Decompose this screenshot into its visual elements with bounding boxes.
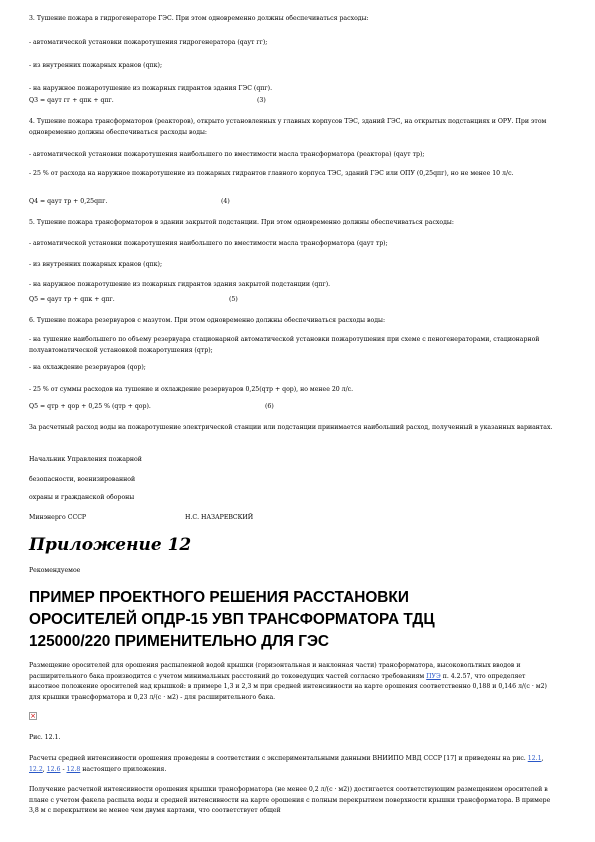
list-item: - на тушение наибольшего по объему резервуара стационарной автоматической установки пожаротушения при схеме с пеногенераторами, стационарной полуавтоматической установкой пожаротушения (qтр); <box>29 336 540 354</box>
signature-line: безопасности, военизированной <box>29 476 136 483</box>
figure-caption: Рис. 12.1. <box>29 734 61 741</box>
equation-3 <box>29 96 555 107</box>
list-item: - на охлаждение резервуаров (qор); <box>29 364 146 371</box>
equation-formula: Q4 = qаут тр + 0,25qпг. <box>29 198 108 205</box>
main-title-line-1: ПРИМЕР ПРОЕКТНОГО РЕШЕНИЯ РАССТАНОВКИ <box>29 589 409 606</box>
link-fig-12-8[interactable]: 12.8 <box>66 765 81 773</box>
signature-line: охраны и гражданской обороны <box>29 494 135 501</box>
main-title-line-2: ОРОСИТЕЛЕЙ ОПДР-15 УВП ТРАНСФОРМАТОРА ТДЦ <box>29 611 435 628</box>
equation-number: (4) <box>221 198 230 205</box>
list-item: - на наружное пожаротушение из пожарных гидрантов здания ГЭС (qпг). <box>29 85 273 92</box>
equation-formula: Q5 = qтр + qор + 0,25 % (qтр + qор). <box>29 403 151 410</box>
equation-number: (3) <box>257 97 266 104</box>
list-item: - из внутренних пожарных кранов (qпк); <box>29 62 163 69</box>
broken-image-icon: × <box>30 712 36 720</box>
link-fig-12-2[interactable]: 12.2 <box>29 765 43 773</box>
link-fig-12-1[interactable]: 12.1 <box>527 755 542 762</box>
body-paragraph-2: Расчеты средней интенсивности орошения проведены в соответствии с экспериментальными данными ВНИИПО МВД СССР [17] и приведены на рис. 12.1, 12.2, 12.6 - 12.8 настоящего приложения. <box>29 755 544 773</box>
signature-line: Начальник Управления пожарной <box>29 456 142 463</box>
equation-6 <box>29 402 555 413</box>
list-item: - 25 % от расхода на наружное пожаротушение из пожарных гидрантов главного корпуса ТЭС, зданий ГЭС или ОПУ (0,25qпг), но не менее 10 л/с. <box>29 170 514 177</box>
signature-org: Минэнерго СССР <box>29 514 87 521</box>
list-item: - из внутренних пожарных кранов (qпк); <box>29 261 163 268</box>
appendix-title: Приложение 12 <box>29 535 192 555</box>
list-item: - автоматической установки пожаротушения гидрогенератора (qаут гг); <box>29 39 268 46</box>
signature-block <box>29 513 555 524</box>
body-paragraph-1: Размещение оросителей для орошения распыленной водой крышки (горизонтальная и наклонная части) трансформатора, высоковольтных вводов и расширительного бака производится с учетом минимальных расстояний до токоведущих частей согласно требованиям ПУЭ п. 4.2.57, что определяет высотное положение оросителей над крышкой: в примере 1,3 и 2,3 м при средней интенсивности на карте орошения соответственно 0,188 и 0,146 л/(с · м2) для крышки трансформатора и 0,23 л/(с · м2) - для расширительного бака. <box>29 662 547 701</box>
paragraph-case-4: 4. Тушение пожара трансформаторов (реакторов), открыто установленных у главных корпусов ТЭС, зданий ГЭС, на открытых подстанциях и ОРУ. При этом одновременно должны обеспечиваться расходы воды: <box>29 118 547 136</box>
link-fig-12-6[interactable]: 12.6 <box>46 765 61 773</box>
paragraph-case-3: 3. Тушение пожара в гидрогенераторе ГЭС. При этом одновременно должны обеспечиваться расходы: <box>29 15 369 22</box>
list-item: - 25 % от суммы расходов на тушение и охлаждение резервуаров 0,25(qтр + qор), но менее 20 л/с. <box>29 386 354 393</box>
equation-4 <box>29 197 555 208</box>
recommended-label: Рекомендуемое <box>29 567 81 574</box>
list-item: - автоматической установки пожаротушения наибольшего по вместимости масла трансформатора (qаут тр); <box>29 240 388 247</box>
paragraph-case-6: 6. Тушение пожара резервуаров с мазутом. При этом одновременно должны обеспечиваться расходы воды: <box>29 317 386 324</box>
body-paragraph-3: Получение расчетной интенсивности орошения крышки трансформатора (не менее 0,2 л/(с · м2)) достигается соответствующим размещением оросителей в плане с учетом факела распыла воды и средней интенсивности на карте орошения с полным перекрытием поверхности крышки трансформатора. В примере 3,8 м с перекрытием не менее чем двумя картами, что соответствует общей <box>29 786 551 814</box>
equation-5a <box>29 295 555 306</box>
paragraph-conclusion: За расчетный расход воды на пожаротушение электрической станции или подстанции принимается наибольший расход, полученный в указанных вариантах. <box>29 424 553 431</box>
equation-formula: Q5 = qаут тр + qпк + qпг. <box>29 296 115 303</box>
link-pue[interactable]: ПУЭ <box>426 672 441 680</box>
equation-number: (6) <box>265 403 274 410</box>
list-item: - автоматической установки пожаротушения наибольшего по вместимости масла трансформатора (реактора) (qаут тр); <box>29 151 425 158</box>
signature-name: Н.С. НАЗАРЕВСКИЙ <box>185 514 254 521</box>
equation-formula: Q3 = qаут гг + qпк + qпг. <box>29 97 114 104</box>
list-item: - на наружное пожаротушение из пожарных гидрантов здания закрытой подстанции (qпг). <box>29 281 331 288</box>
paragraph-case-5: 5. Тушение пожара трансформаторов в здании закрытой подстанции. При этом одновременно должны обеспечиваться расходы: <box>29 219 454 226</box>
equation-number: (5) <box>229 296 238 303</box>
main-title-line-3: 125000/220 ПРИМЕНИТЕЛЬНО ДЛЯ ГЭС <box>29 633 330 650</box>
